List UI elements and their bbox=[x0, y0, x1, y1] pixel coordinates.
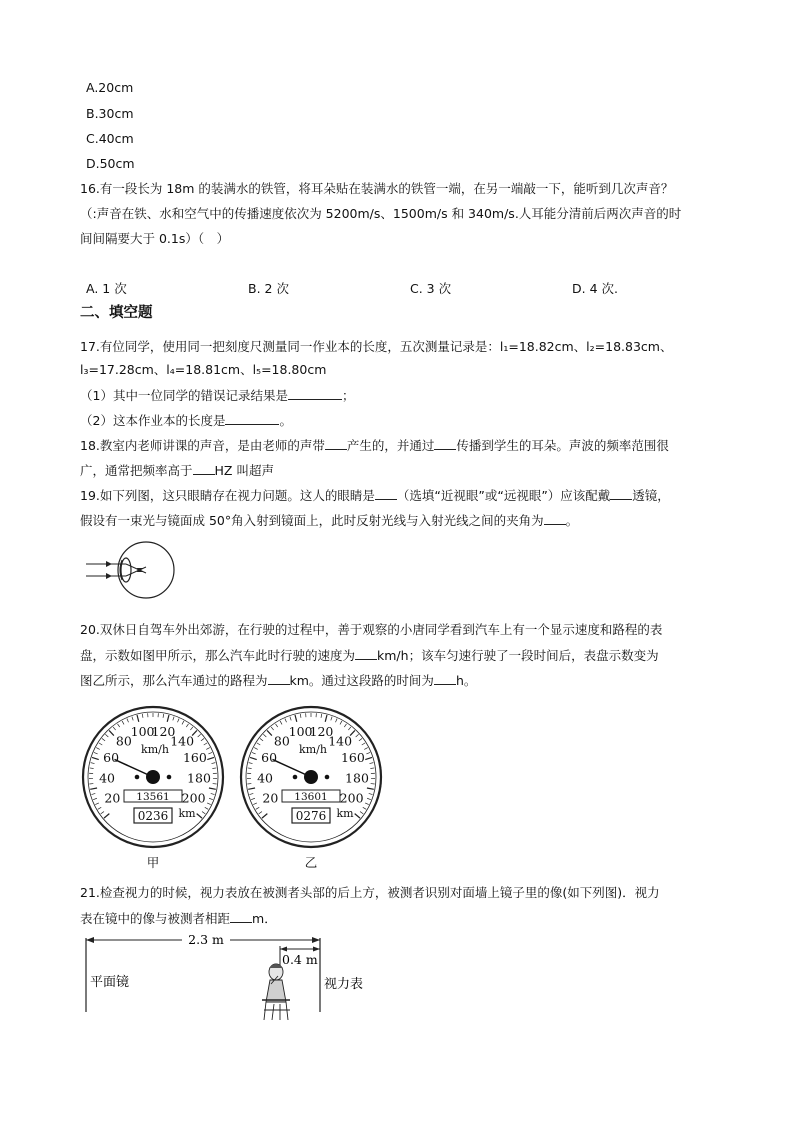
q16-option-a: A. 1 次 bbox=[86, 281, 127, 296]
gauge-tick-label: 100 bbox=[130, 724, 155, 740]
gauge-tick-label: 160 bbox=[182, 749, 207, 765]
eye-diagram bbox=[84, 540, 178, 600]
gauge-tick-label: 180 bbox=[345, 770, 369, 786]
q18-text-a: 18.教室内老师讲课的声音，是由老师的声带 bbox=[80, 438, 325, 453]
q19-text-b: （选填“近视眼”或“远视眼”）应该配戴 bbox=[396, 488, 611, 503]
gauge-tick-label: 180 bbox=[187, 770, 211, 786]
gauge-tick-label: 160 bbox=[340, 749, 365, 765]
gauge-dot bbox=[325, 775, 330, 780]
q19-text-d: 假设有一束光与镜面成 50°角入射到镜面上，此时反射光线与入射光线之间的夹角为 bbox=[80, 513, 544, 528]
q15-option-a: A.20cm bbox=[86, 80, 134, 95]
gauge-tick-label: 200 bbox=[339, 790, 364, 806]
gauge-tick-label: 60 bbox=[103, 749, 120, 765]
gauge-tick-label: 120 bbox=[309, 724, 334, 740]
trip-unit-label: km bbox=[336, 807, 354, 820]
q20-text-c: 图乙所示，那么汽车通过的路程为 bbox=[80, 673, 268, 688]
q20-line3 bbox=[80, 672, 476, 689]
answer-blank[interactable] bbox=[610, 487, 632, 500]
gauge-dot bbox=[135, 775, 140, 780]
q17-line1: 17.有位同学，使用同一把刻度尺测量同一作业本的长度，五次测量记录是：l₁=18.82cm、l₂=18.83cm、 bbox=[80, 339, 673, 354]
gauge-unit-label: km/h bbox=[141, 743, 169, 756]
answer-blank[interactable] bbox=[288, 387, 342, 400]
q20-line1: 20.双休日自驾车外出郊游，在行驶的过程中，善于观察的小唐同学看到汽车上有一个显示速度和路程的表 bbox=[80, 622, 663, 637]
trip-value: 0236 bbox=[137, 809, 169, 823]
q19-text-e: 。 bbox=[565, 513, 579, 528]
gauge-dot bbox=[293, 775, 298, 780]
gauge-tick-label: 140 bbox=[170, 733, 195, 749]
q16-line2: （:声音在铁、水和空气中的传播速度依次为 5200m/s、1500m/s 和 340m/s.人耳能分清前后两次声音的时 bbox=[80, 206, 682, 221]
odometer-value: 13561 bbox=[136, 791, 170, 803]
arrow-icon bbox=[313, 947, 320, 952]
gauge-tick-label: 80 bbox=[273, 733, 290, 749]
arrow-icon bbox=[106, 573, 112, 579]
q16-option-b: B. 2 次 bbox=[248, 281, 289, 296]
eye-lens bbox=[121, 558, 131, 582]
q16-option-d: D. 4 次. bbox=[572, 281, 618, 296]
section-title: 二、填空题 bbox=[80, 305, 153, 321]
answer-blank[interactable] bbox=[325, 437, 347, 450]
gauge-tick-label: 100 bbox=[288, 724, 313, 740]
gauge-tick-label: 20 bbox=[262, 790, 279, 806]
mirror-label: 平面镜 bbox=[90, 975, 130, 990]
eyeball bbox=[118, 542, 174, 598]
q16-line3: 间间隔要大于 0.1s）（ ） bbox=[80, 231, 230, 246]
vision-test-diagram bbox=[80, 932, 380, 1030]
gauge-tick-label: 140 bbox=[328, 733, 353, 749]
q21-text-b: m． bbox=[252, 911, 277, 926]
q21-text-a: 表在镜中的像与被测者相距 bbox=[80, 911, 231, 926]
gauge-unit-label: km/h bbox=[299, 743, 327, 756]
small-distance-label: 0.4 m bbox=[282, 952, 318, 967]
q18-text-e: HZ 叫超声 bbox=[214, 463, 274, 478]
gauge-hub bbox=[304, 770, 318, 784]
q19-line1 bbox=[80, 487, 670, 504]
odometer-value: 13601 bbox=[294, 791, 328, 803]
gauge-tick-label: 40 bbox=[99, 770, 115, 786]
q20-text-a: 盘，示数如图甲所示，那么汽车此时行驶的速度为 bbox=[80, 648, 356, 663]
arrow-icon bbox=[86, 937, 94, 943]
gauge-caption: 乙 bbox=[304, 855, 318, 870]
answer-blank[interactable] bbox=[355, 647, 377, 660]
answer-blank[interactable] bbox=[434, 672, 456, 685]
q15-option-b: B.30cm bbox=[86, 106, 134, 121]
q17-sub2 bbox=[80, 412, 292, 429]
q21-line2 bbox=[80, 910, 277, 927]
seated-person bbox=[262, 964, 290, 1020]
answer-blank[interactable] bbox=[544, 512, 566, 525]
gauge-dot bbox=[167, 775, 172, 780]
gauge-hub bbox=[146, 770, 160, 784]
q20-text-e: h。 bbox=[455, 673, 477, 688]
eye-chart-label: 视力表 bbox=[324, 977, 364, 992]
q15-option-c: C.40cm bbox=[86, 131, 134, 146]
q18-line1 bbox=[80, 437, 669, 454]
q17-sub1-text: （1）其中一位同学的错误记录结果是 bbox=[80, 388, 288, 403]
gauge-tick-label: 20 bbox=[104, 790, 121, 806]
total-distance-label: 2.3 m bbox=[188, 932, 224, 947]
q20-line2 bbox=[80, 647, 659, 664]
answer-blank[interactable] bbox=[225, 412, 279, 425]
gauge-tick-label: 80 bbox=[115, 733, 132, 749]
arrow-icon bbox=[106, 561, 112, 567]
trip-unit-label: km bbox=[178, 807, 196, 820]
arrow-icon bbox=[312, 937, 320, 943]
q15-option-d: D.50cm bbox=[86, 156, 135, 171]
answer-blank[interactable] bbox=[375, 487, 397, 500]
q19-line2 bbox=[80, 512, 578, 529]
gauge-tick-label: 200 bbox=[181, 790, 206, 806]
q19-text-c: 透镜， bbox=[632, 488, 670, 503]
trip-value: 0276 bbox=[295, 809, 327, 823]
q18-text-d: 广，通常把频率高于 bbox=[80, 463, 193, 478]
q18-text-b: 产生的，并通过 bbox=[346, 438, 435, 453]
gauge-tick-label: 120 bbox=[151, 724, 176, 740]
q17-sub2-text: （2）这本作业本的长度是 bbox=[80, 413, 226, 428]
q18-text-c: 传播到学生的耳朵。声波的频率范围很 bbox=[456, 438, 669, 453]
q16-option-c: C. 3 次 bbox=[410, 281, 452, 296]
speedometer-yi bbox=[238, 705, 388, 871]
q17-sub1-end: ； bbox=[341, 388, 355, 403]
q20-text-b: km/h；该车匀速行驶了一段时间后，表盘示数变为 bbox=[377, 648, 659, 663]
q16-line1: 16.有一段长为 18m 的装满水的铁管，将耳朵贴在装满水的铁管一端，在另一端敲一下，能听到几次声音？ bbox=[80, 181, 674, 196]
q21-line1: 21.检查视力的时候，视力表放在被测者头部的后上方，被测者识别对面墙上镜子里的像(如下列图)．视力 bbox=[80, 885, 660, 900]
q17-line2: l₃=17.28cm、l₄=18.81cm、l₅=18.80cm bbox=[80, 362, 327, 377]
answer-blank[interactable] bbox=[434, 437, 456, 450]
q19-text-a: 19.如下列图，这只眼睛存在视力问题。这人的眼睛是 bbox=[80, 488, 375, 503]
q20-text-d: km。通过这段路的时间为 bbox=[289, 673, 434, 688]
speedometer-jia bbox=[80, 705, 230, 871]
gauge-tick-label: 40 bbox=[257, 770, 273, 786]
answer-blank[interactable] bbox=[193, 462, 215, 475]
answer-blank[interactable] bbox=[268, 672, 290, 685]
gauge-tick-label: 60 bbox=[261, 749, 278, 765]
q17-sub1 bbox=[80, 387, 354, 404]
q18-line2 bbox=[80, 462, 274, 479]
arrow-icon bbox=[280, 947, 287, 952]
gauge-caption: 甲 bbox=[146, 855, 160, 870]
answer-blank[interactable] bbox=[230, 910, 252, 923]
q17-sub2-end: 。 bbox=[279, 413, 292, 428]
